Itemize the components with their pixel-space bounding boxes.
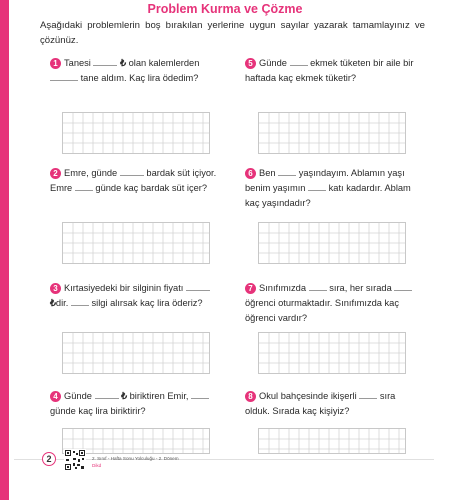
answer-grid[interactable] <box>258 112 406 154</box>
answer-blank[interactable] <box>278 167 296 176</box>
problem-number: 3 <box>50 283 61 294</box>
answer-blank[interactable] <box>308 182 326 191</box>
problem-number: 6 <box>245 168 256 179</box>
page-number: 2 <box>42 452 56 466</box>
answer-blank[interactable] <box>50 72 78 81</box>
footer-caption: 2. Sınıf - Hafta Sonu Yolculuğu - 2. Dönem <box>92 456 179 461</box>
answer-blank[interactable] <box>95 390 119 399</box>
footer-subcaption: Dikd <box>92 463 102 468</box>
problem-number: 7 <box>245 283 256 294</box>
problem-7: 7 Sınıfımızda sıra, her sırada öğrenci oturmaktadır. Sınıfımızda kaç öğrenci vardır? <box>245 281 415 326</box>
problem-number: 4 <box>50 391 61 402</box>
problem-4: 4 Günde ₺ biriktiren Emir, günde kaç lira biriktirir? <box>50 389 220 419</box>
problem-2: 2 Emre, günde bardak süt içiyor. Emre günde kaç bardak süt içer? <box>50 168 217 193</box>
problem-number: 1 <box>50 58 61 69</box>
lira-symbol: ₺ <box>120 58 126 68</box>
problem-3: 3 Kırtasiyedeki bir silginin fiyatı ₺dir. silgi alırsak kaç lira öderiz? <box>50 281 220 311</box>
problem-number: 5 <box>245 58 256 69</box>
problem-6: 6 Ben yaşındayım. Ablamın yaşı benim yaşımın katı kadardır. Ablam kaç yaşındadır? <box>245 168 411 208</box>
answer-grid[interactable] <box>62 112 210 154</box>
lira-symbol: ₺ <box>50 298 56 308</box>
answer-blank[interactable] <box>71 297 89 306</box>
answer-grid[interactable] <box>258 428 406 454</box>
answer-blank[interactable] <box>359 390 377 399</box>
problem-1: 1 Tanesi ₺ olan kalemlerden tane aldım. Kaç lira ödedim? <box>50 56 220 86</box>
answer-grid[interactable] <box>258 332 406 374</box>
answer-blank[interactable] <box>93 57 117 66</box>
page-title: Problem Kurma ve Çözme <box>147 2 303 16</box>
answer-grid[interactable] <box>62 332 210 374</box>
answer-grid[interactable] <box>258 222 406 264</box>
answer-blank[interactable] <box>309 282 327 291</box>
lira-symbol: ₺ <box>121 391 128 401</box>
problem-number: 8 <box>245 391 256 402</box>
problem-number: 2 <box>50 168 61 179</box>
page-edge-bar <box>0 0 9 500</box>
answer-blank[interactable] <box>186 282 210 291</box>
answer-blank[interactable] <box>290 57 308 66</box>
problem-5: 5 Günde ekmek tüketen bir aile bir haftada kaç ekmek tüketir? <box>245 58 414 83</box>
answer-blank[interactable] <box>120 167 144 176</box>
qr-code-icon[interactable] <box>64 449 86 471</box>
answer-blank[interactable] <box>75 182 93 191</box>
answer-blank[interactable] <box>394 282 412 291</box>
answer-grid[interactable] <box>62 222 210 264</box>
problem-8: 8 Okul bahçesinde ikişerli sıra olduk. Sırada kaç kişiyiz? <box>245 391 396 416</box>
instructions: Aşağıdaki problemlerin boş bırakılan yerlerine uygun sayılar yazarak tamamlayınız ve çözünüz. <box>40 20 425 46</box>
answer-blank[interactable] <box>191 390 209 399</box>
